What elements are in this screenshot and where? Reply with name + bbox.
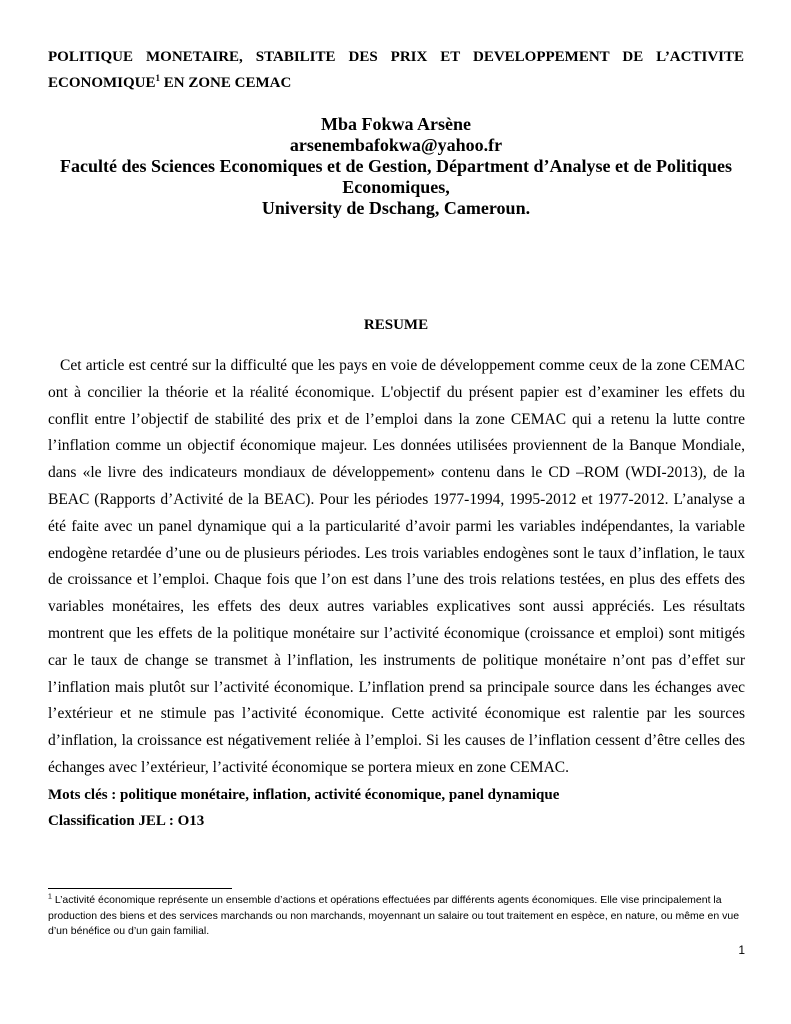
author-block [48, 114, 744, 219]
footnote-marker: 1 [48, 893, 52, 901]
paper-title [48, 44, 744, 96]
paper-title-main: POLITIQUE MONETAIRE, STABILITE DES PRIX ET DEVELOPPEMENT DE L’ACTIVITE ECONOMIQUE [48, 49, 744, 91]
author-affiliation: Faculté des Sciences Economiques et de Gestion, Départment d’Analyse et de Politiques Economiques, [60, 156, 732, 197]
footnote-separator [48, 888, 232, 889]
page-number: 1 [738, 943, 745, 957]
keywords-block [48, 782, 744, 834]
keywords-line: Mots clés : politique monétaire, inflation, activité économique, panel dynamique [48, 787, 560, 803]
paper-title-suffix: EN ZONE CEMAC [160, 75, 292, 91]
footnote-text: L’activité économique représente un ensemble d’actions et opérations effectuées par différents agents économiques. Elle vise principalement la production des biens et des services marchands ou non marchands, moyennant un salaire ou tout traitement en espèce, en nature, ou même en vue d’un bénéfice ou d’un gain familial. [48, 894, 740, 937]
abstract-heading: RESUME [363, 317, 429, 333]
title-footnote-marker: 1 [155, 73, 161, 83]
author-email: arsenembafokwa@yahoo.fr [289, 135, 503, 155]
author-name: Mba Fokwa Arsène [321, 114, 471, 134]
footnote [48, 893, 744, 940]
author-university: University de Dschang, Cameroun. [261, 198, 531, 218]
jel-classification: Classification JEL : O13 [48, 813, 205, 829]
abstract-text: Cet article est centré sur la difficulté que les pays en voie de développement comme ceux de la zone CEMAC ont à concilier la théorie et la réalité économique. L'objectif du présent papier est d’examiner les effets du conflit entre l’objectif de stabilité des prix et de l’emploi dans la zone CEMAC qui a retenu la lutte contre l’inflation comme un objectif économique majeur. Les données utilisées proviennent de la Banque Mondiale, dans «le livre des indicateurs mondiaux de développement» contenu dans le CD –ROM (WDI-2013), de la BEAC (Rapports d’Activité de la BEAC). Pour les périodes 1977-1994, 1995-2012 et 1977-2012. L’analyse a été faite avec un panel dynamique qui a la particularité d’avoir parmi les variables indépendantes, la variable endogène retardée d’une ou de plusieurs périodes. Les trois variables endogènes sont le taux d’inflation, le taux de croissance et l’emploi. Chaque fois que l’on est dans l’une des trois relations testées, en plus des effets des variables monétaires, les effets des deux autres variables explicatives sont aussi appréciés. Les résultats montrent que les effets de la politique monétaire sur l’activité économique (croissance et emploi) sont mitigés car le taux de change se transmet à l’inflation, les instruments de politique monétaire n’ont pas d’effet sur l’inflation mais plutôt sur l’activité économique. L’inflation prend sa principale source dans les échanges avec l’extérieur et ne stimule pas l’activité économique. Cette activité économique est ralentie par les sources d’inflation, la croissance est négativement reliée à l’emploi. Si les causes de l’inflation cessent d’être celles des échanges avec l’extérieur, l’activité économique se portera mieux en zone CEMAC. [48, 357, 745, 776]
